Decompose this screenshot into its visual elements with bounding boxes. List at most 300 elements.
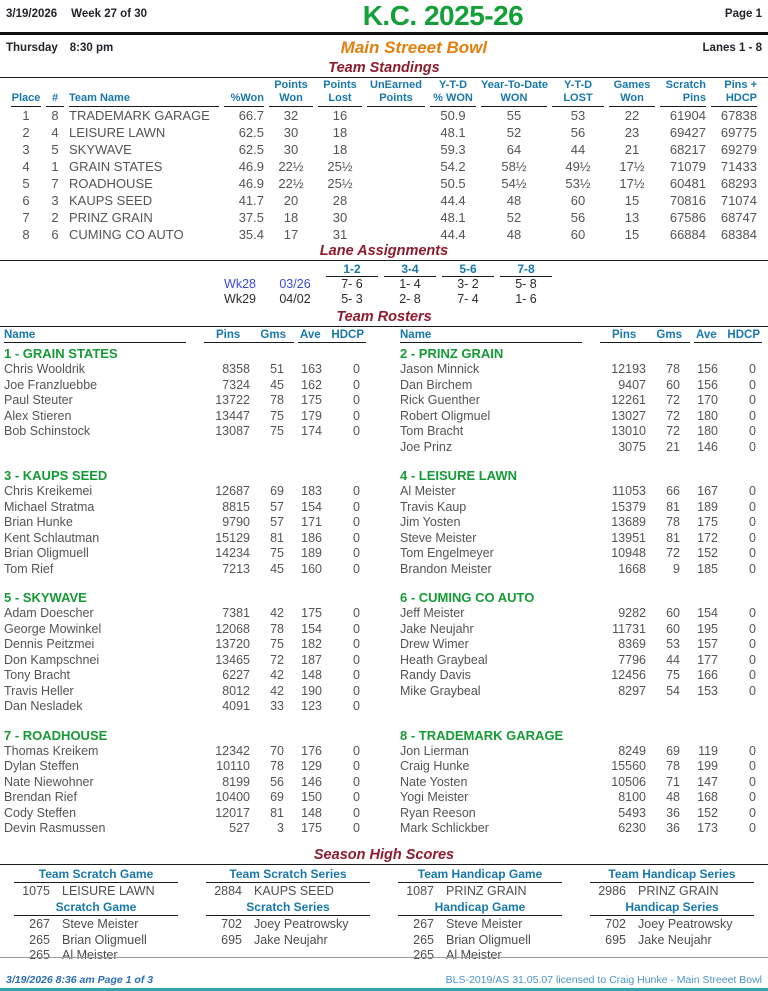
roster-header-hdcp: HDCP [331, 329, 364, 341]
standings-cell: 22½ [278, 176, 304, 191]
roster-player-name: Nate Niewohner [4, 774, 94, 789]
standings-col-header: Points [367, 92, 425, 107]
standings-cell: 2 [51, 210, 59, 225]
standings-cell: 54.2 [440, 159, 466, 174]
roster-player-ave: 123 [301, 699, 322, 713]
standings-cell: 54½ [501, 176, 527, 191]
roster-player-row [4, 393, 366, 409]
standings-cell: 68217 [669, 142, 706, 157]
roster-player-ave: 166 [697, 668, 718, 682]
lane-matchup: 1- 6 [515, 292, 537, 306]
roster-player-row [4, 790, 366, 806]
lane-matchup: 5- 3 [341, 292, 363, 306]
roster-header-ave: Ave [696, 329, 717, 341]
roster-player-row [4, 484, 366, 500]
standings-col-header-top: UnEarned [370, 79, 422, 91]
standings-cell: 15 [624, 227, 640, 242]
roster-player-ave: 160 [301, 561, 322, 576]
standings-col-header-top: Y-T-D [438, 79, 468, 91]
roster-player-ave: 185 [697, 561, 718, 576]
roster-player-row [400, 637, 762, 653]
standings-cell: 21 [624, 142, 640, 157]
roster-player-hdcp: 0 [749, 499, 756, 514]
roster-player-pins: 13689 [611, 515, 646, 529]
roster-player-name: Al Meister [400, 484, 456, 498]
lane-matchup: 1- 4 [399, 277, 421, 291]
high-score-holder: Brian Oligmuell [62, 932, 147, 947]
standings-cell: 44.4 [440, 193, 466, 208]
roster-player-name: Tony Bracht [4, 668, 71, 682]
standings-cell: 70816 [669, 193, 706, 208]
roster-player-name: Randy Davis [400, 668, 471, 682]
roster-player-row [4, 606, 366, 622]
high-score-holder: Al Meister [446, 948, 502, 962]
standings-col-header-top [224, 79, 264, 92]
roster-player-ave: 153 [697, 683, 718, 698]
roster-player-pins: 13465 [215, 652, 250, 667]
high-score-team-header: Team Handicap Game [398, 867, 562, 883]
roster-player-name: Dylan Steffen [4, 759, 79, 773]
roster-player-gms: 72 [666, 546, 680, 560]
roster-player-pins: 7324 [222, 377, 250, 392]
roster-player-row [4, 744, 366, 760]
roster-player-ave: 175 [697, 515, 718, 529]
roster-player-pins: 10400 [215, 790, 250, 804]
roster-player-hdcp: 0 [749, 561, 756, 576]
roster-player-gms: 69 [666, 743, 680, 758]
roster-player-pins: 8100 [618, 790, 646, 804]
roster-player-hdcp: 0 [749, 621, 756, 636]
standings-cell: 50.5 [440, 176, 466, 191]
roster-player-gms: 75 [270, 637, 284, 651]
roster-header-gms: Gms [656, 329, 682, 341]
high-score-holder: Jake Neujahr [254, 932, 328, 947]
standings-cell: LEISURE LAWN [69, 125, 166, 140]
standings-cell: 8 [51, 108, 59, 123]
standings-cell: 18 [332, 142, 348, 157]
standings-cell: 41.7 [238, 193, 264, 208]
roster-player-name: Robert Oligmuel [400, 408, 491, 423]
roster-player-name: Brandon Meister [400, 561, 492, 576]
standings-cell: KAUPS SEED [69, 193, 153, 208]
standings-col-header: Lost [318, 92, 362, 107]
roster-player-name: Drew Wimer [400, 637, 469, 651]
roster-player-pins: 12068 [215, 621, 250, 636]
roster-player-gms: 78 [666, 759, 680, 773]
roster-player-ave: 152 [697, 805, 718, 820]
roster-player-row [4, 821, 366, 837]
standings-header-row-bottom [11, 92, 757, 107]
roster-player-hdcp: 0 [353, 546, 360, 560]
roster-player-row [4, 637, 366, 653]
roster-player-pins: 11731 [612, 621, 646, 636]
roster-player-gms: 42 [270, 683, 284, 698]
roster-player-pins: 9282 [618, 606, 646, 620]
high-score-value: 2986 [598, 883, 626, 898]
roster-header-gms: Gms [260, 329, 286, 341]
standings-cell: 30 [332, 210, 348, 225]
high-score-ind-row [198, 933, 378, 949]
roster-player-ave: 154 [301, 499, 322, 514]
roster-team-name: 6 - CUMING CO AUTO [400, 590, 535, 605]
roster-player-pins: 1668 [618, 561, 646, 576]
roster-player-ave: 147 [697, 774, 718, 789]
standings-cell [367, 124, 425, 141]
standings-cell: 56 [570, 125, 586, 140]
roster-player-pins: 9407 [618, 377, 646, 392]
league-time: 8:30 pm [69, 41, 114, 54]
roster-player-hdcp: 0 [353, 759, 360, 773]
roster-player-hdcp: 0 [353, 621, 360, 636]
section-title-team-standings: Team Standings [0, 60, 768, 78]
high-score-ind-row [390, 933, 570, 949]
roster-player-gms: 9 [673, 561, 680, 576]
high-score-value: 695 [221, 932, 242, 947]
section-title-team-rosters: Team Rosters [0, 309, 768, 327]
roster-player-ave: 183 [301, 484, 322, 498]
high-score-ind-header: Scratch Game [14, 900, 178, 916]
high-score-value: 265 [413, 948, 434, 962]
lane-week-date: 03/26 [279, 277, 311, 291]
lane-pair-header: 3-4 [384, 262, 436, 277]
roster-player-hdcp: 0 [353, 637, 360, 651]
roster-player-row [400, 424, 762, 440]
standings-cell: 37.5 [238, 210, 264, 225]
roster-player-name: Jon Lierman [400, 743, 469, 758]
standings-cell: 23 [624, 125, 640, 140]
footer-divider [0, 957, 768, 958]
roster-player-ave: 187 [301, 652, 322, 667]
report-date-week [6, 1, 161, 20]
roster-player-name: Joe Prinz [400, 439, 453, 454]
roster-player-pins: 13447 [215, 408, 250, 423]
roster-player-gms: 57 [270, 515, 284, 529]
standings-cell: 7 [22, 210, 30, 225]
high-score-value: 2884 [214, 883, 242, 898]
roster-player-gms: 60 [666, 606, 680, 620]
standings-cell: 53 [570, 108, 586, 123]
roster-team-name: 7 - ROADHOUSE [4, 727, 108, 743]
roster-player-row [4, 409, 366, 425]
standings-cell: 60481 [669, 176, 706, 191]
roster-player-ave: 195 [697, 621, 718, 636]
roster-player-ave: 170 [697, 393, 718, 407]
roster-team-name: 5 - SKYWAVE [4, 590, 87, 605]
roster-player-ave: 179 [301, 408, 322, 423]
roster-player-hdcp: 0 [353, 530, 360, 545]
roster-player-row [400, 440, 762, 456]
lane-week-label: Wk28 [224, 277, 256, 291]
roster-player-row [4, 424, 366, 440]
roster-player-gms: 60 [666, 621, 680, 636]
roster-player-name: Chris Kreikemei [4, 484, 93, 498]
standings-col-header-top [11, 79, 41, 92]
roster-player-ave: 172 [697, 530, 718, 545]
roster-player-gms: 45 [270, 561, 284, 576]
roster-player-row [400, 759, 762, 775]
standings-cell: 64 [506, 142, 522, 157]
lane-matchup: 3- 2 [457, 277, 479, 291]
standings-cell [367, 158, 425, 175]
standings-row [11, 141, 757, 158]
roster-player-gms: 66 [666, 484, 680, 498]
roster-player-row [400, 562, 762, 578]
standings-cell: 68747 [720, 210, 757, 225]
roster-player-name: Brian Oligmuell [4, 546, 89, 560]
roster-player-row [4, 362, 366, 378]
roster-player-name: Yogi Meister [400, 790, 469, 804]
roster-player-row [400, 484, 762, 500]
high-score-ind-row [198, 917, 378, 933]
standings-cell: 49½ [565, 159, 591, 174]
standings-cell: 6 [51, 227, 59, 242]
high-score-holder: Steve Meister [446, 917, 523, 931]
high-score-ind-row [582, 917, 762, 933]
roster-player-pins: 3075 [618, 439, 646, 454]
roster-player-hdcp: 0 [353, 561, 360, 576]
standings-cell [367, 226, 425, 243]
roster-player-name: Joe Franzluebbe [4, 377, 98, 392]
standings-cell: 48.1 [440, 210, 466, 225]
roster-player-gms: 72 [666, 408, 680, 423]
roster-player-name: Steve Meister [400, 530, 477, 545]
standings-cell: SKYWAVE [69, 142, 132, 157]
roster-player-pins: 9790 [222, 515, 250, 529]
roster-player-ave: 180 [697, 408, 718, 423]
roster-player-name: Jeff Meister [400, 606, 465, 620]
roster-player-gms: 81 [666, 499, 680, 514]
roster-player-hdcp: 0 [353, 774, 360, 789]
standings-cell: 25½ [327, 159, 353, 174]
roster-player-ave: 150 [301, 790, 322, 804]
roster-player-pins: 14234 [215, 546, 250, 560]
standings-row [11, 209, 757, 226]
high-score-holder: Al Meister [62, 948, 118, 962]
standings-cell: 71079 [669, 159, 706, 174]
high-score-value: 1087 [406, 883, 434, 898]
lane-matchup: 2- 8 [399, 292, 421, 306]
standings-cell: 48 [506, 227, 522, 242]
standings-cell: 55 [506, 108, 522, 123]
roster-player-row [4, 775, 366, 791]
standings-cell: 60 [570, 193, 586, 208]
high-score-value: 702 [221, 917, 242, 931]
roster-player-pins: 15379 [611, 499, 646, 514]
standings-cell: 18 [332, 125, 348, 140]
standings-row [11, 175, 757, 192]
standings-table [6, 79, 762, 243]
high-score-team-header: Team Handicap Series [590, 867, 754, 883]
roster-team-name: 3 - KAUPS SEED [4, 468, 108, 483]
roster-player-gms: 81 [270, 805, 284, 820]
high-score-value: 695 [605, 932, 626, 947]
roster-player-ave: 189 [697, 499, 718, 514]
roster-player-gms: 51 [270, 362, 284, 376]
roster-header-pins: Pins [612, 329, 637, 341]
roster-player-row [400, 684, 762, 700]
roster-player-hdcp: 0 [353, 699, 360, 713]
lane-row [216, 277, 552, 292]
roster-player-name: Brian Hunke [4, 515, 73, 529]
standings-cell: 35.4 [238, 227, 264, 242]
standings-col-header: WON [481, 92, 547, 107]
roster-player-hdcp: 0 [749, 790, 756, 804]
roster-player-name: Dennis Peitzmei [4, 637, 95, 651]
standings-cell: 28 [332, 193, 348, 208]
roster-player-name: Kent Schlautman [4, 530, 100, 545]
high-score-ind-header: Handicap Game [398, 900, 562, 916]
roster-player-hdcp: 0 [353, 362, 360, 376]
standings-cell: 60 [570, 227, 586, 242]
roster-player-pins: 15560 [611, 759, 646, 773]
standings-row [11, 192, 757, 209]
standings-cell: 4 [22, 159, 30, 174]
lane-week-date: 04/02 [279, 292, 311, 306]
footer-date-page: 3/19/2026 8:36 am Page 1 of 3 [6, 974, 154, 986]
roster-player-ave: 175 [301, 393, 322, 407]
roster-player-pins: 12017 [215, 805, 250, 820]
roster-player-hdcp: 0 [749, 743, 756, 758]
standings-cell: 53½ [565, 176, 591, 191]
standings-cell: 2 [22, 125, 30, 140]
roster-player-pins: 12687 [215, 484, 250, 498]
roster-player-hdcp: 0 [749, 362, 756, 376]
roster-player-hdcp: 0 [353, 515, 360, 529]
high-score-ind-header: Handicap Series [590, 900, 754, 916]
roster-player-pins: 10948 [611, 546, 646, 560]
standings-cell: 71433 [720, 159, 757, 174]
roster-player-pins: 8249 [618, 743, 646, 758]
league-day-time [6, 42, 125, 54]
standings-col-header-top: Y-T-D [563, 79, 593, 91]
roster-player-name: Heath Graybeal [400, 652, 488, 667]
roster-player-row [400, 606, 762, 622]
standings-cell: 52 [506, 210, 522, 225]
roster-team-block [400, 727, 768, 837]
high-score-ind-row [6, 948, 186, 964]
roster-player-gms: 44 [666, 652, 680, 667]
roster-player-pins: 7796 [618, 652, 646, 667]
lane-pair-header: 1-2 [326, 262, 378, 277]
standings-cell: 66884 [669, 227, 706, 242]
standings-col-header-top: Pins + [724, 79, 757, 91]
roster-team-block [4, 467, 384, 577]
high-score-team-header: Team Scratch Series [206, 867, 370, 883]
roster-header-name: Name [4, 328, 186, 343]
standings-cell: 31 [332, 227, 348, 242]
roster-player-hdcp: 0 [749, 515, 756, 529]
roster-team-block [400, 345, 768, 455]
roster-player-hdcp: 0 [353, 683, 360, 698]
roster-team-block [4, 727, 384, 837]
lane-pair-header: 5-6 [442, 262, 494, 277]
roster-player-gms: 57 [270, 499, 284, 514]
roster-player-gms: 71 [666, 774, 680, 789]
standings-col-header-top: Games [613, 79, 651, 91]
standings-col-header: Place [11, 92, 41, 107]
roster-player-ave: 167 [697, 484, 718, 498]
standings-col-header-top: Points [323, 79, 357, 91]
standings-cell: 3 [51, 193, 59, 208]
high-score-ind-row [6, 933, 186, 949]
roster-player-hdcp: 0 [353, 499, 360, 514]
lane-matchup: 7- 4 [457, 292, 479, 306]
roster-player-pins: 5493 [618, 805, 646, 820]
roster-player-ave: 156 [697, 362, 718, 376]
standings-cell: 30 [283, 142, 299, 157]
standings-cell: TRADEMARK GARAGE [69, 108, 210, 123]
roster-player-pins: 6230 [618, 821, 646, 835]
standings-cell: 44.4 [440, 227, 466, 242]
roster-player-hdcp: 0 [353, 790, 360, 804]
lane-week-label: Wk29 [224, 292, 256, 306]
roster-blocks [0, 343, 768, 847]
roster-player-gms: 78 [270, 393, 284, 407]
roster-team-name: 4 - LEISURE LAWN [400, 468, 518, 483]
roster-player-hdcp: 0 [353, 424, 360, 438]
roster-player-ave: 152 [697, 546, 718, 560]
roster-player-ave: 146 [697, 439, 718, 454]
roster-player-name: Mike Graybeal [400, 683, 481, 698]
standings-cell: 1 [51, 159, 59, 174]
roster-player-hdcp: 0 [353, 393, 360, 407]
high-score-value: 265 [29, 932, 50, 947]
roster-player-ave: 199 [697, 759, 718, 773]
standings-cell: 59.3 [440, 142, 466, 157]
roster-player-row [4, 759, 366, 775]
high-score-column [384, 867, 576, 964]
roster-player-hdcp: 0 [749, 530, 756, 545]
high-score-holder: Steve Meister [62, 917, 139, 931]
page-header-row-1 [0, 0, 768, 32]
high-score-value: 267 [413, 917, 434, 931]
roster-player-row [4, 531, 366, 547]
roster-player-pins: 8815 [222, 499, 250, 514]
roster-player-row [400, 622, 762, 638]
roster-player-hdcp: 0 [353, 821, 360, 835]
roster-player-row [400, 515, 762, 531]
standings-cell: 17½ [619, 159, 645, 174]
roster-player-gms: 75 [270, 546, 284, 560]
roster-player-ave: 175 [301, 606, 322, 620]
high-score-team-row [582, 884, 762, 900]
standings-cell: 16 [332, 108, 348, 123]
standings-cell: 17½ [619, 176, 645, 191]
roster-player-name: Jim Yosten [400, 515, 461, 529]
roster-player-ave: 129 [301, 759, 322, 773]
standings-cell: 5 [51, 142, 59, 157]
standings-cell: 71074 [720, 193, 757, 208]
roster-player-ave: 154 [301, 621, 322, 636]
standings-cell [367, 192, 425, 209]
roster-player-pins: 13720 [215, 637, 250, 651]
standings-cell [367, 107, 425, 124]
high-score-holder: Joey Peatrowsky [638, 917, 733, 931]
standings-cell: 56 [570, 210, 586, 225]
roster-player-pins: 13087 [215, 424, 250, 438]
standings-cell: GRAIN STATES [69, 159, 163, 174]
roster-player-row [400, 653, 762, 669]
roster-player-ave: 156 [697, 377, 718, 392]
standings-col-header: Won [269, 92, 313, 107]
roster-player-name: Mark Schlickber [400, 821, 489, 835]
roster-player-row [400, 744, 762, 760]
standings-cell: 67586 [669, 210, 706, 225]
page-number: Page 1 [724, 8, 762, 20]
standings-cell: 46.9 [238, 159, 264, 174]
roster-player-pins: 13951 [611, 530, 646, 545]
roster-player-ave: 157 [697, 637, 718, 651]
